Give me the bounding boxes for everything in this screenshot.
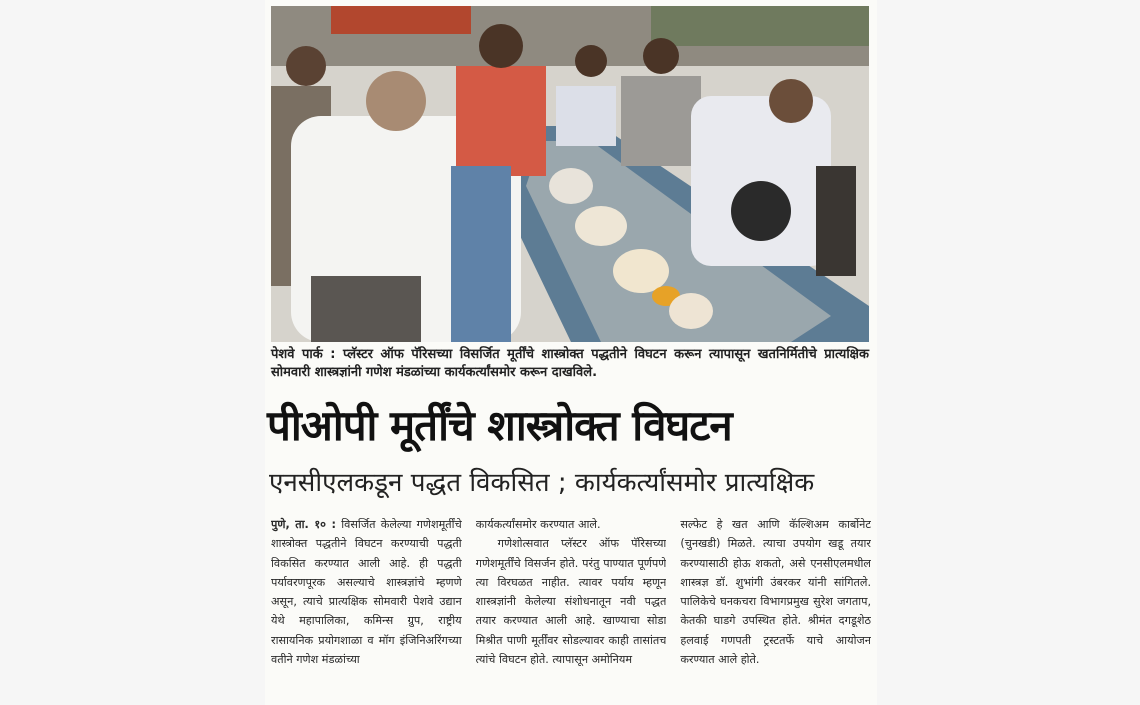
subheadline: एनसीएलकडून पद्धत विकसित ; कार्यकर्त्यांसमोर प्रात्यक्षिक xyxy=(269,468,815,498)
photo-caption xyxy=(271,346,869,382)
article-column-3 xyxy=(680,515,871,705)
column-3-text: सल्फेट हे खत आणि कॅल्शिअम कार्बोनेट (चुनखडी) मिळते. त्याचा उपयोग खडू तयार करण्यासाठी होऊ शकतो, असे एनसीएलमधील शास्त्रज्ञ डॉ. शुभांगी उंबरकर यांनी सांगितले. पालिकेचे घनकचरा विभागप्रमुख सुरेश जगताप, केतकी घाडगे उपस्थित होते. श्रीमंत दगडूशेठ हलवाई गणपती ट्रस्टतर्फे याचे आयोजन करण्यात आले होते. xyxy=(680,518,872,667)
column-2-text-b: गणेशोत्सवात प्लॅस्टर ऑफ पॅरिसच्या गणेशमूर्तींचे विसर्जन होते. परंतु पाण्यात पूर्णपणे त्या विरघळत नाहीत. त्यावर पर्याय म्हणून शास्त्रज्ञांनी केलेल्या संशोधनातून नवी पद्धत तयार करण्यात आली आहे. खाण्याचा सोडा मिश्रीत पाणी मूर्तींवर सोडल्यावर काही तासांतच त्यांचे विघटन होते. त्यापासून अमोनियम xyxy=(475,537,667,667)
article-column-1 xyxy=(271,515,462,705)
article-column-2 xyxy=(476,515,667,705)
dateline: पुणे, ता. १० : xyxy=(271,518,337,531)
column-1-text: विसर्जित केलेल्या गणेशमूर्तींचे शास्त्रोक्त पद्धतीने विघटन करण्याची पद्धती विकसित करण्यात आली आहे. ही पद्धती पर्यावरणपूरक असल्याचे शास्त्रज्ञांचे म्हणणे असून, त्याचे प्रात्यक्षिक सोमवारी पेशवे उद्यान येथे महापालिका, कमिन्स ग्रुप, राष्ट्रीय रासायनिक प्रयोगशाळा व मॉग इंजिनिअरिंगच्या वतीने गणेश मंडळांच्या xyxy=(271,518,462,667)
photo-illustration xyxy=(271,6,869,342)
headline: पीओपी मूर्तींचे शास्त्रोक्त विघटन xyxy=(267,401,732,450)
column-2-text-a: कार्यकर्त्यांसमोर करण्यात आले. xyxy=(475,518,601,531)
newspaper-clipping xyxy=(265,0,877,705)
caption-text: प्लॅस्टर ऑफ पॅरिसच्या विसर्जित मूर्तींचे शास्त्रोक्त पद्धतीने विघटन करून त्यापासून खतनिर्मितीचे प्रात्यक्षिक सोमवारी शास्त्रज्ञांनी गणेश मंडळांच्या कार्यकर्त्यांसमोर करून दाखविले. xyxy=(271,347,869,380)
news-photo xyxy=(271,6,869,342)
caption-lead: पेशवे पार्क : xyxy=(271,347,336,362)
article-body xyxy=(271,515,871,705)
